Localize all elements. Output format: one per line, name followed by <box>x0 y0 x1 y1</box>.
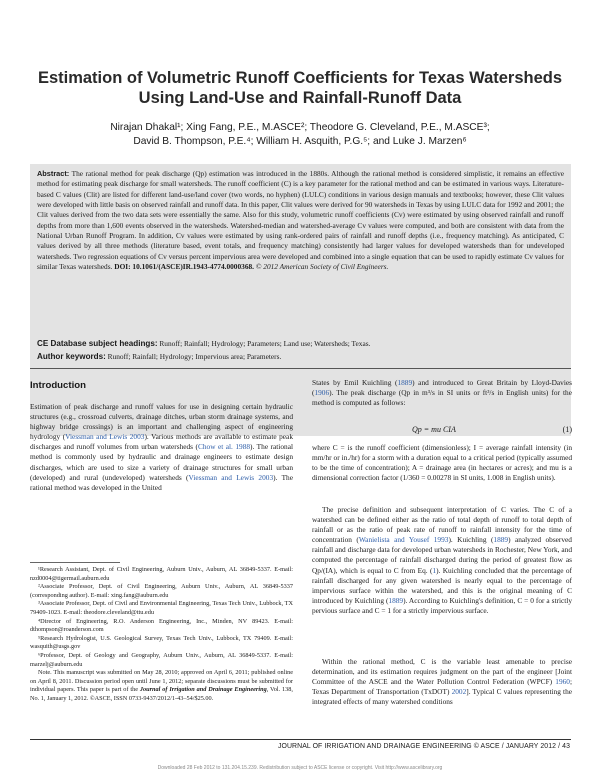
abstract-text: The rational method for peak discharge (Qp) estimation was introduced in the 1880s. Although the rational method is considered simplistic, it remains an effective method for estimating peak discharge for small watersheds. The runoff coefficient (C) is a key parameter for the rational method and can be estimated in various ways. Literature-based C values (Clit) are listed for different land-use/land cover (two words, no hyphen) (LULC) conditions in various design manuals and textbooks; however, these Clit values were developed with little basis on observed rainfall and runoff data. In this paper, Clit values were derived for 90 watersheds in Texas by using LULC data for 1992 and 2001; the Clit values derived from the two data sets were essentially the same. Also for this study, volumetric runoff coefficients (Cv) were estimated by using observed rainfall and runoff depths from more than 1,600 events observed in the watersheds. Watershed-median and watershed-average Cv values were computed, and both are consistent with data from the National Urban Runoff Program. In addition, Cv values were estimated by using rank-ordered pairs of rainfall and runoff depths (i.e., frequency matching). As anticipated, C values derived by all three methods (literature based, event totals, and frequency matching) consistently had larger values for developed watersheds than for undeveloped watersheds. Two regression equations of Cv versus percent impervious area were developed and combined into a single equation that can be used to rapidly estimate Cv values for similar Texas watersheds. <box>37 169 564 272</box>
intro-text: States by Emil Kuichling ( <box>312 378 398 387</box>
body-text: Within the rational method, C is the variable least amenable to precise determination, and its estimation requires judgment on the part of the engineer [Joint Committee of the ASCE and the Water Pollution Control Federation (WPCF) <box>312 657 572 687</box>
body-text: ). Kuichling concluded that the percentage of rainfall discharged for any given watershed is nearly equal to the percentage of impervious surface within the watershed, and this is the original meaning of C introduced by Kuichling ( <box>312 565 572 605</box>
citation-link[interactable]: 1960 <box>555 677 570 687</box>
citation-link[interactable]: 1906 <box>314 388 330 398</box>
footer-divider <box>30 739 571 740</box>
keywords-label: Author keywords: <box>37 352 106 361</box>
ce-headings-label: CE Database subject headings: <box>37 339 158 348</box>
intro-text: ). The rational method is commonly used by hydraulic and drainage engineers to estimate design discharges, which are used to size a variety of drainage structures for small urban (developed) and rural (undeveloped) watersheds ( <box>30 442 293 482</box>
citation-link[interactable]: 1889 <box>388 595 404 605</box>
introduction-heading: Introduction <box>30 380 86 391</box>
journal-name: Journal of Irrigation and Drainage Engineering <box>139 686 267 694</box>
author-keywords <box>37 352 564 362</box>
authors-line-2: David B. Thompson, P.E.⁴; William H. Asquith, P.G.⁵; and Luke J. Marzen⁶ <box>133 135 467 147</box>
citation-link[interactable]: 1889 <box>397 378 413 387</box>
intro-paragraph-left <box>30 402 293 493</box>
citation-link[interactable]: Viessman and Lewis 2003 <box>65 432 145 442</box>
body-text: ]. Typical C values representing the integrated effects of many watershed conditions <box>312 687 573 707</box>
equation-expression: Qp = mu CIA <box>412 425 456 434</box>
ce-subject-headings <box>37 339 564 349</box>
abstract <box>37 169 564 272</box>
footnote-6: ⁶Professor, Dept. of Geology and Geography, Auburn Univ., Auburn, AL 36849-5337. E-mail: marzelj@auburn.edu <box>30 651 293 668</box>
manuscript-note <box>30 669 293 703</box>
equation-1 <box>312 425 572 437</box>
citation-link[interactable]: 1889 <box>493 535 509 545</box>
citation-link[interactable]: 2002 <box>451 687 467 697</box>
intro-text: ) and introduced to Great Britain by Lloyd-Davies ( <box>312 378 572 398</box>
footnote-divider <box>30 562 120 563</box>
journal-footer: JOURNAL OF IRRIGATION AND DRAINAGE ENGINEERING © ASCE / JANUARY 2012 / 43 <box>277 743 570 750</box>
footnote-5: ⁵Research Hydrologist, U.S. Geological Survey, Texas Tech Univ., Lubbock, TX 79409. E-mail: wasquith@usgs.gov <box>30 634 293 651</box>
right-column-intro <box>312 378 572 408</box>
download-note: Downloaded 28 Feb 2012 to 131.204.15.239. Redistribution subject to ASCE license or copyright. Visit http://www.ascelibrary.org <box>157 765 443 771</box>
citation-link[interactable]: Viessman and Lewis 2003 <box>188 472 274 482</box>
body-text: ; Texas Department of Transportation (TxDOT) <box>312 677 572 697</box>
body-text: ). According to Kuichling's definition, C = 0 for a strictly pervious surface and C = 1 for a strictly impervious surface. <box>312 595 572 615</box>
right-paragraph-2 <box>312 505 572 616</box>
ce-headings-text: Runoff; Rainfall; Hydrology; Parameters; Land use; Watersheds; Texas. <box>159 339 371 348</box>
body-text: ). Kuichling ( <box>448 535 494 545</box>
keywords-text: Runoff; Rainfall; Hydrology; Impervious area; Parameters. <box>107 352 282 361</box>
doi-link[interactable]: DOI: 10.1061/(ASCE)IR.1943-4774.0000368. <box>114 262 255 272</box>
citation-link[interactable]: Chow et al. 1988 <box>197 442 251 452</box>
footnotes <box>30 566 293 704</box>
paper-title: Estimation of Volumetric Runoff Coefficients for Texas Watersheds Using Land-Use and Rainfall-Runoff Data <box>37 69 563 107</box>
footnote-2: ²Associate Professor, Dept. of Civil Engineering, Auburn Univ., Auburn, AL 36849-5337 (corresponding author). E-mail: xing.fang@auburn.edu <box>30 583 293 599</box>
intro-text: Estimation of peak discharge and runoff values for use in designing certain hydraulic structures (e.g., crossroad culverts, drainage ditches, urban storm drainage systems, and highway bridge crossings) is an important and challenging aspect of engineering hydrology ( <box>30 402 293 442</box>
equation-link[interactable]: 1 <box>432 565 437 575</box>
equation-number: (1) <box>562 425 572 434</box>
intro-text: ). The rational method was developed in the United <box>30 472 293 492</box>
footnote-4: ⁴Director of Engineering, R.O. Anderson Engineering, Inc., Minden, NV 89423. E-mail: dthompson@roanderson.com <box>30 617 293 634</box>
equation-definitions: where C = is the runoff coefficient (dimensionless); I = average rainfall intensity (in mm/hr or in./hr) for a storm with a duration equal to a critical period (typically assumed to be the time of concentration); A = drainage area (in hectares or acres); and mu is a dimensional correction factor (1/360 = 0.00278 in SI units, 1.008 in English units). <box>312 443 572 483</box>
intro-text: ). The peak discharge (Qp in m³/s in SI units or ft³/s in English units) for the method is computed as follows: <box>312 388 572 408</box>
section-divider <box>30 368 571 369</box>
copyright: © 2012 American Society of Civil Engineers. <box>255 262 389 272</box>
citation-link[interactable]: Wanielista and Yousef 1993 <box>358 535 449 545</box>
footnote-3: ³Associate Professor, Dept. of Civil and Environmental Engineering, Texas Tech Univ., Lubbock, TX 79409-1023. E-mail: theodore.cleveland@ttu.edu <box>30 600 293 616</box>
body-text: ) analyzed observed rainfall and discharge data for developed urban watersheds in Rochester, New York, and computed the percentage of rainfall discharged during the period of greatest flow as Qp/(IA), which is equal to C from Eq. ( <box>312 535 572 575</box>
right-paragraph-3 <box>312 657 572 707</box>
abstract-label: Abstract: <box>37 169 70 178</box>
note-text: , Vol. 138, No. 1, January 1, 2012. ©ASCE, ISSN 0733-9437/2012/1-43–54/$25.00. <box>30 686 293 702</box>
note-text: Note. This manuscript was submitted on May 28, 2010; approved on April 6, 2011; published online on April 8, 2011. Discussion period open until June 1, 2012; separate discussions must be submitted for individual papers. This paper is part of the <box>30 669 293 694</box>
intro-text: ). Various methods are available to estimate peak discharges and runoff volumes from urban watersheds ( <box>30 432 293 452</box>
author-list <box>40 121 560 148</box>
body-text: The precise definition and subsequent interpretation of C varies. The C of a watershed can be defined either as the ratio of total depth of runoff to total depth of rainfall or as the ratio of peak rate of runoff to rainfall intensity for the time of concentration ( <box>312 505 572 545</box>
authors-line-1: Nirajan Dhakal¹; Xing Fang, P.E., M.ASCE²; Theodore G. Cleveland, P.E., M.ASCE³; <box>110 122 490 133</box>
footnote-1: ¹Research Assistant, Dept. of Civil Engineering, Auburn Univ., Auburn, AL 36849-5337. E-mail: nzd0004@tigermail.auburn.edu <box>30 566 293 582</box>
